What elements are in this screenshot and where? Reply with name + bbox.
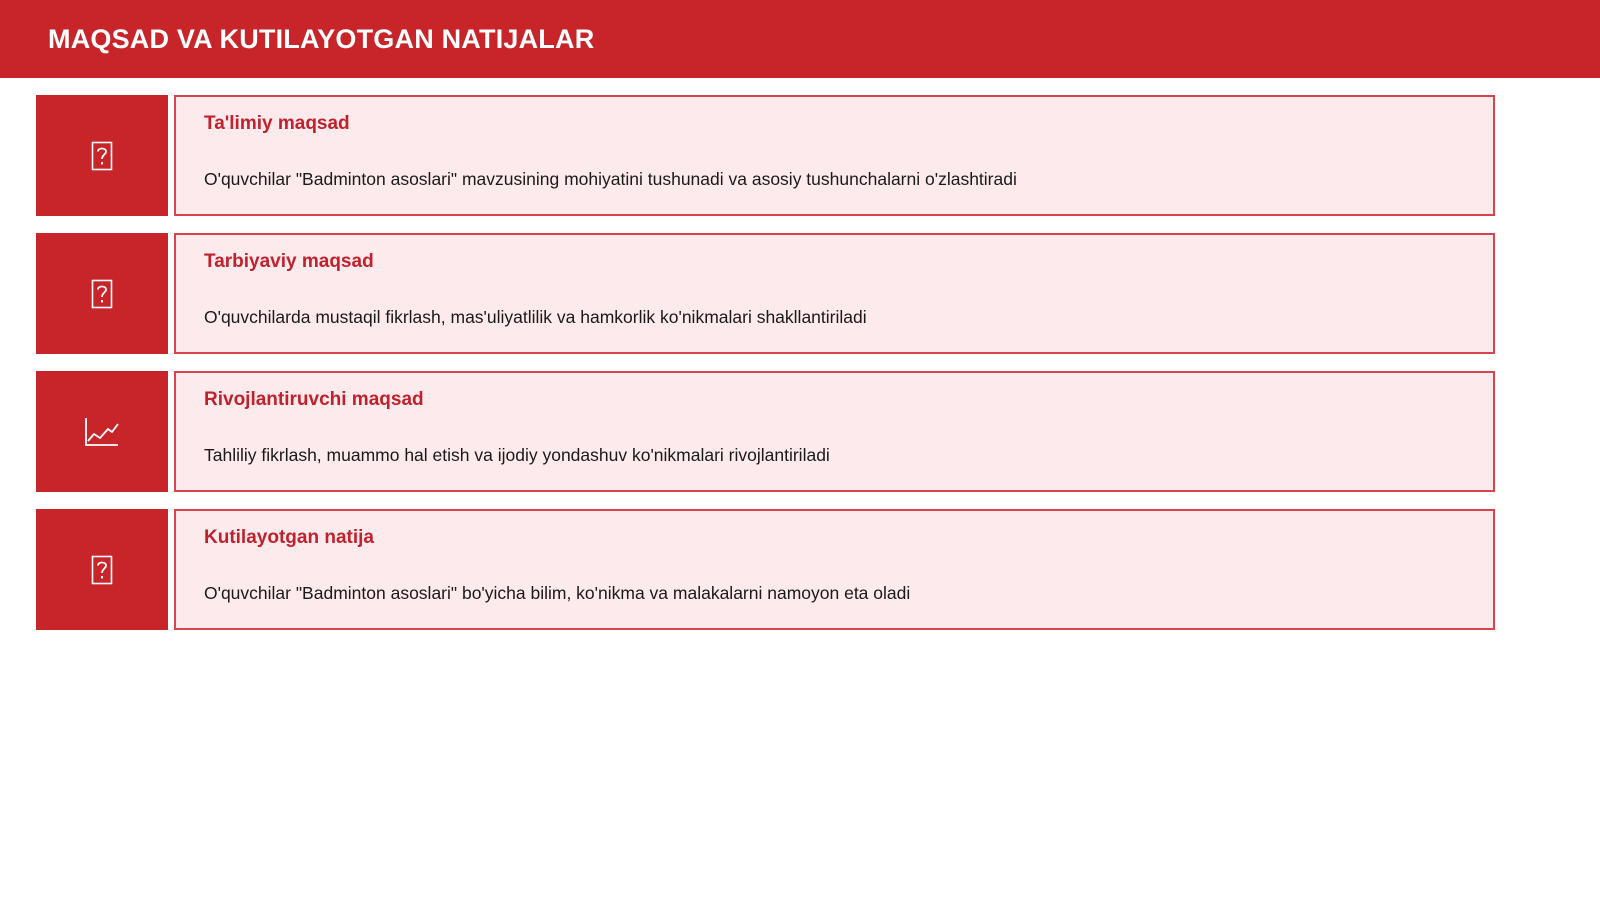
goal-item-educational bbox=[36, 95, 1495, 216]
goal-item-upbringing bbox=[36, 233, 1495, 354]
goals-list bbox=[36, 95, 1495, 647]
goal-card bbox=[174, 233, 1495, 354]
goal-description: O'quvchilar "Badminton asoslari" mavzusining mohiyatini tushunadi va asosiy tushunchalarni o'zlashtiradi bbox=[204, 169, 1017, 189]
goal-icon-box bbox=[36, 95, 168, 216]
goal-card bbox=[174, 95, 1495, 216]
goal-title: Kutilayotgan natija bbox=[204, 527, 374, 548]
goal-title: Ta'limiy maqsad bbox=[204, 113, 350, 134]
goal-description: O'quvchilarda mustaqil fikrlash, mas'uliyatlilik va hamkorlik ko'nikmalari shakllantiriladi bbox=[204, 307, 867, 327]
page-header bbox=[0, 0, 1600, 78]
goal-description: O'quvchilar "Badminton asoslari" bo'yicha bilim, ko'nikma va malakalarni namoyon eta oladi bbox=[204, 583, 911, 603]
goal-description: Tahliliy fikrlash, muammo hal etish va ijodiy yondashuv ko'nikmalari rivojlantiriladi bbox=[204, 445, 830, 465]
missing-glyph-icon bbox=[91, 555, 113, 585]
goal-title: Rivojlantiruvchi maqsad bbox=[204, 389, 424, 410]
goal-item-expected-result bbox=[36, 509, 1495, 630]
goal-item-developmental bbox=[36, 371, 1495, 492]
goal-icon-box bbox=[36, 233, 168, 354]
page-title: MAQSAD VA KUTILAYOTGAN NATIJALAR bbox=[48, 23, 595, 54]
goal-card bbox=[174, 509, 1495, 630]
goal-card bbox=[174, 371, 1495, 492]
line-chart-icon bbox=[84, 416, 120, 448]
missing-glyph-icon bbox=[91, 141, 113, 171]
goal-icon-box bbox=[36, 371, 168, 492]
goal-icon-box bbox=[36, 509, 168, 630]
goal-title: Tarbiyaviy maqsad bbox=[204, 251, 374, 272]
missing-glyph-icon bbox=[91, 279, 113, 309]
